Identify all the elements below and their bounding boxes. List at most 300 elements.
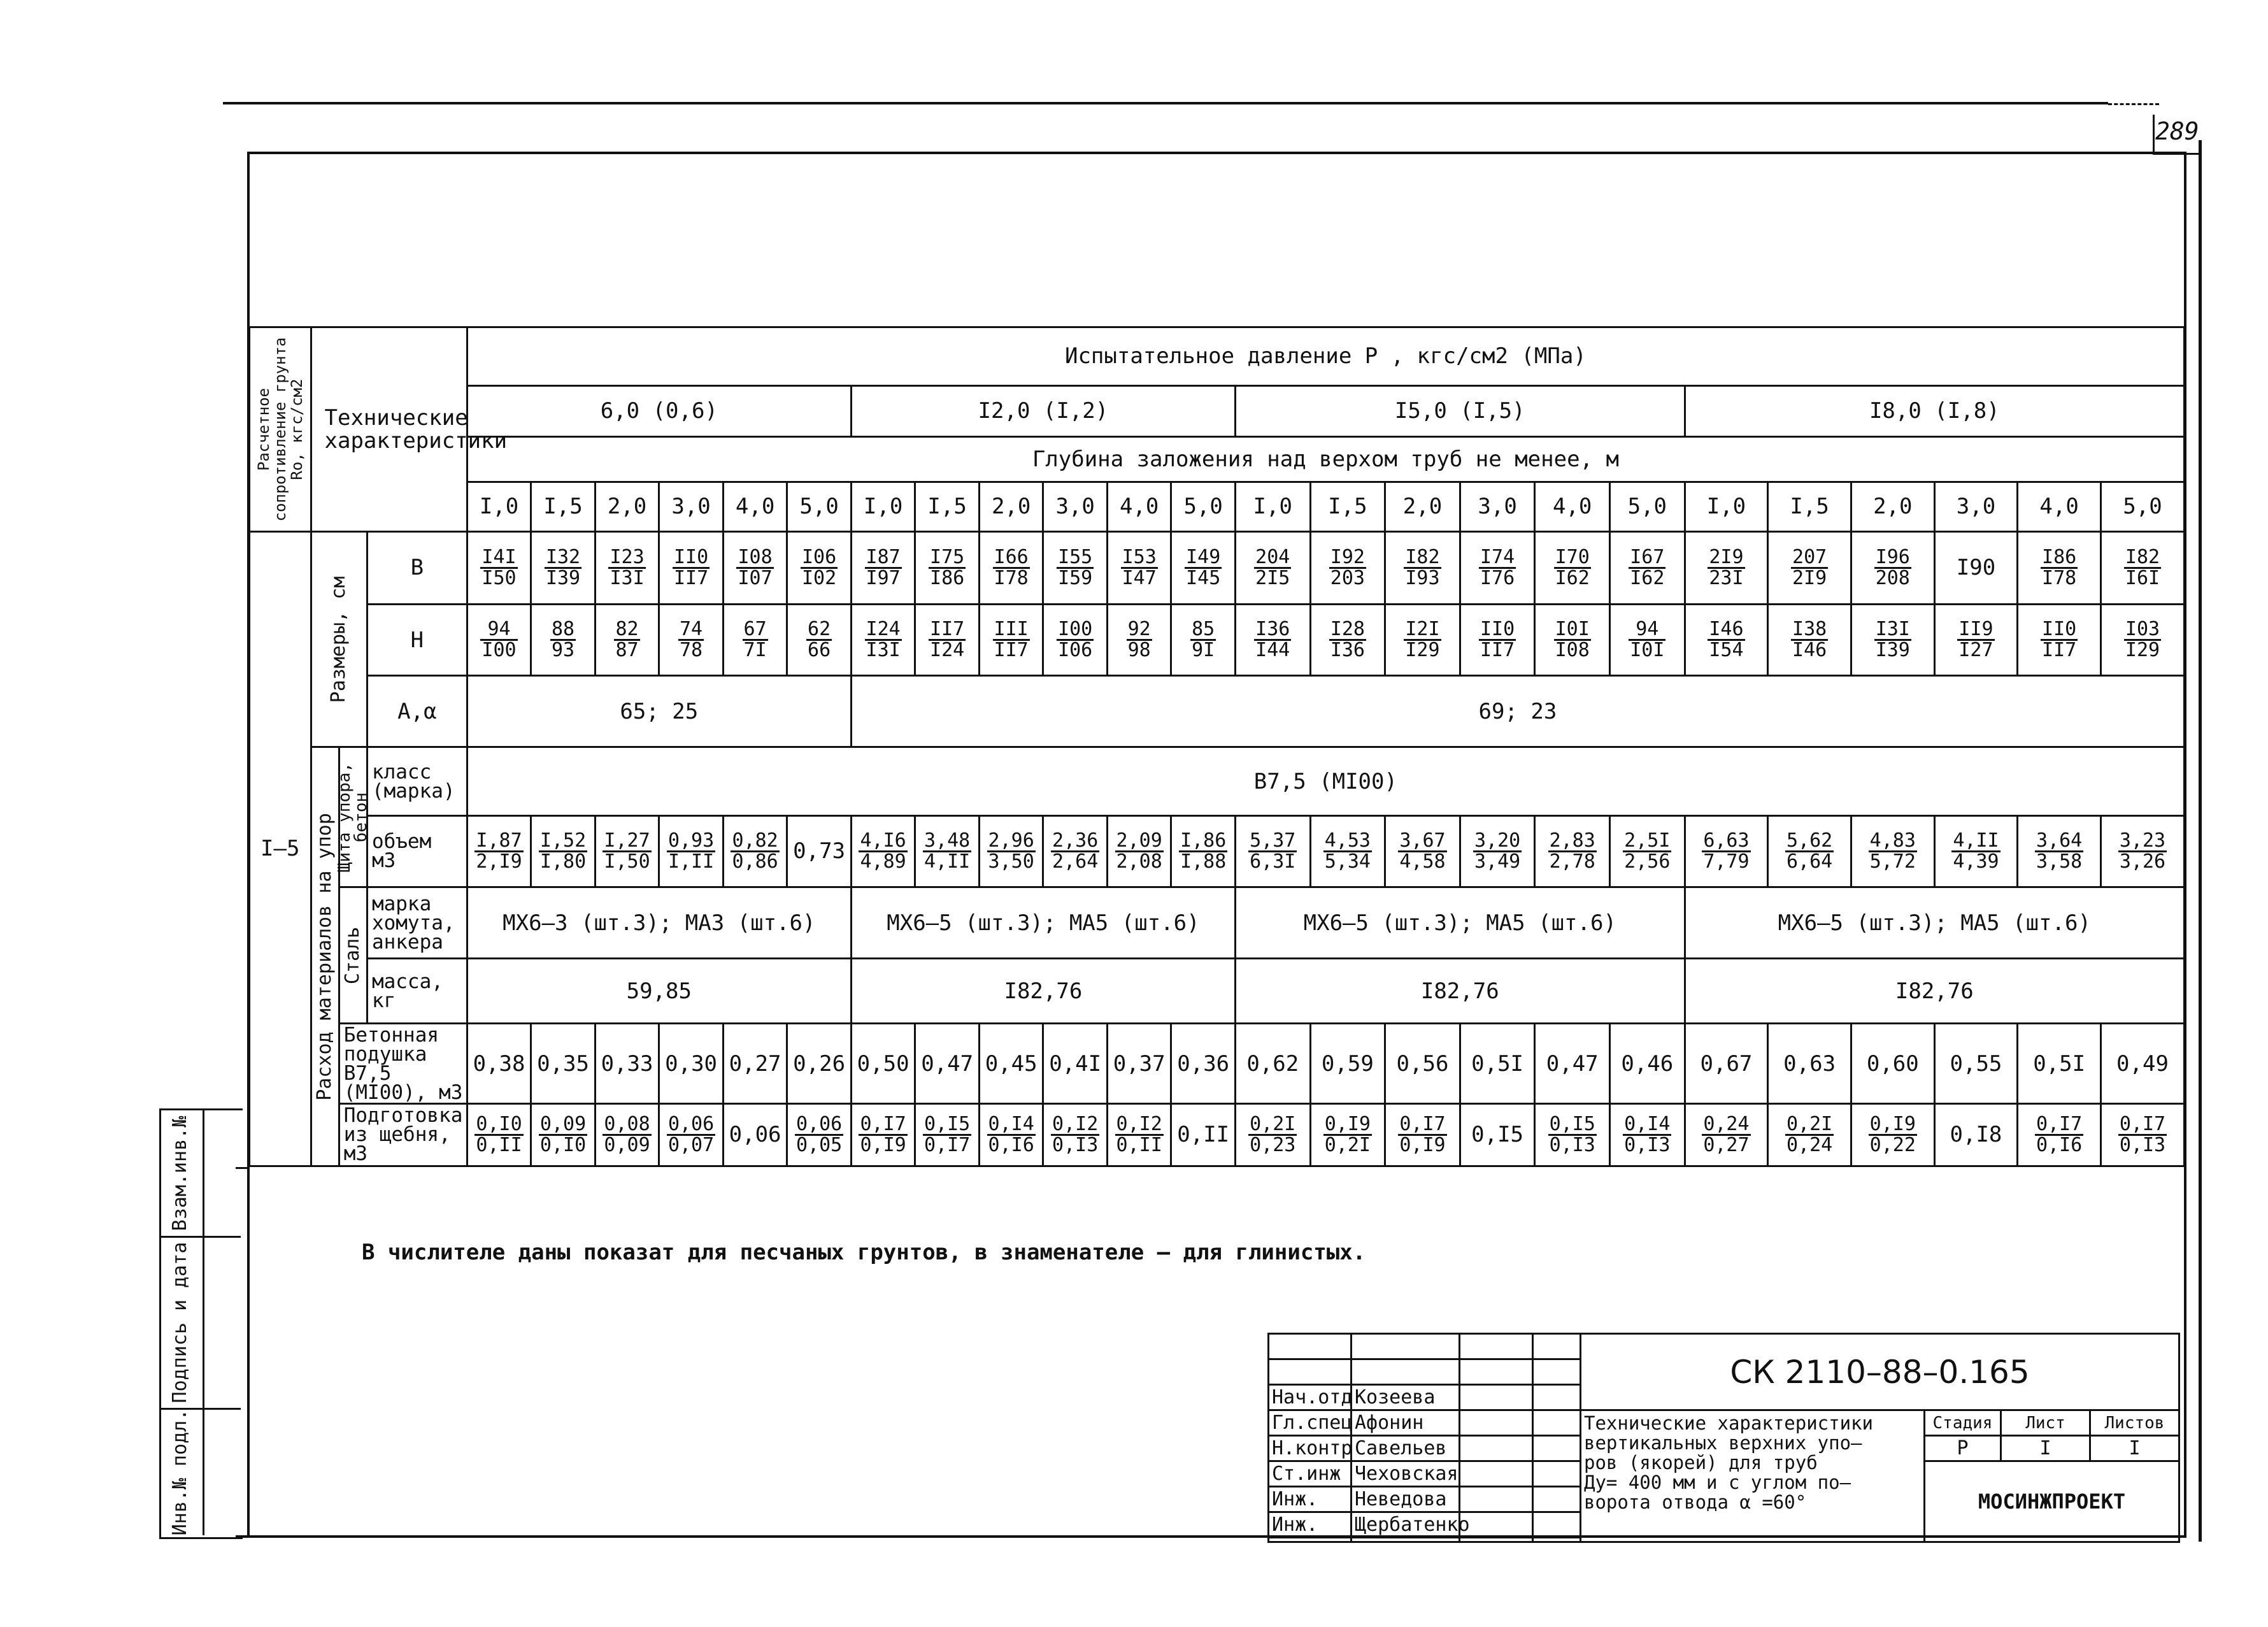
- denominator: I54: [1709, 639, 1744, 662]
- page-number: 289: [2155, 117, 2199, 145]
- numerator: 2,96: [988, 829, 1034, 852]
- pad-value-3: 0,33: [595, 1024, 659, 1104]
- sheets-value: I: [2090, 1436, 2179, 1461]
- pad-value-19: 0,67: [1685, 1024, 1768, 1104]
- denominator: I62: [1630, 566, 1665, 589]
- sign-3: [1460, 1461, 1533, 1487]
- volume-value-fraction: [1785, 831, 1834, 871]
- b-value-21: [1851, 531, 1934, 604]
- concrete-class-value: В7,5 (МI00): [467, 747, 2184, 815]
- h-value-13: [1235, 604, 1310, 675]
- h-value-fraction: [678, 620, 704, 660]
- volume-value-14: [1310, 815, 1385, 887]
- gravel-value-fraction: [1623, 1112, 1671, 1156]
- denominator: I,II: [667, 850, 715, 873]
- volume-value-fraction: [539, 831, 587, 871]
- b-value-fraction: [1404, 545, 1441, 589]
- steel-mass-value-1: 59,85: [467, 959, 851, 1024]
- h-value-10: [1043, 604, 1108, 675]
- denominator: I,80: [539, 850, 587, 873]
- stamp-blank-a3: [1460, 1334, 1533, 1359]
- denominator: I3I: [866, 639, 901, 662]
- h-value-fraction: [1554, 620, 1591, 660]
- depth-21: 2,0: [1851, 482, 1934, 531]
- stamp-blank-b1: [1269, 1359, 1352, 1385]
- h-value-fraction: [1190, 620, 1216, 660]
- numerator: 0,09: [539, 1112, 587, 1135]
- stamp-blank-z2: [1352, 1538, 1460, 1542]
- b-value-fraction: [865, 545, 902, 589]
- numerator: I2I: [1405, 618, 1440, 641]
- denominator: I78: [2042, 566, 2077, 589]
- denominator: I39: [1875, 639, 1910, 662]
- stamp-blank-b3: [1460, 1359, 1533, 1385]
- depth-11: 4,0: [1107, 482, 1171, 531]
- sign-5: [1460, 1512, 1533, 1538]
- h-value-fraction: [1629, 620, 1665, 660]
- numerator: II9: [1958, 618, 1993, 641]
- doc-title-line-4: Ду= 400 мм и с углом по–: [1584, 1472, 1851, 1494]
- concrete-volume-label: объем м3: [367, 815, 467, 887]
- gravel-value-fraction: [1051, 1112, 1099, 1156]
- denominator: 0,I6: [2036, 1133, 2083, 1156]
- denominator: II7: [2042, 639, 2077, 662]
- denominator: I46: [1792, 639, 1827, 662]
- h-value-9: [979, 604, 1043, 675]
- sign-4: [1460, 1487, 1533, 1512]
- pad-value-10: 0,4I: [1043, 1024, 1108, 1104]
- gravel-value-fraction: [2035, 1112, 2083, 1156]
- h-value-8: [915, 604, 980, 675]
- numerator: I,52: [539, 829, 587, 852]
- b-value-15: [1385, 531, 1460, 604]
- denominator: I,88: [1180, 850, 1227, 873]
- gravel-value-13: [1235, 1103, 1310, 1166]
- pad-value-8: 0,47: [915, 1024, 980, 1104]
- gravel-value-fraction: [859, 1112, 907, 1156]
- volume-value-fraction: [1115, 831, 1164, 871]
- pressure-group-3: I5,0 (I,5): [1235, 385, 1685, 436]
- denominator: 0,2I: [1324, 1133, 1371, 1156]
- h-value-18: [1610, 604, 1685, 675]
- depth-10: 3,0: [1043, 482, 1108, 531]
- gravel-value-23: [2018, 1103, 2101, 1166]
- denominator: 0,I9: [860, 1133, 906, 1156]
- numerator: 0,I4: [1624, 1112, 1671, 1135]
- b-value-13: [1235, 531, 1310, 604]
- h-value-23: [2018, 604, 2101, 675]
- numerator: 3,48: [924, 829, 971, 852]
- b-value-fraction: [1554, 545, 1591, 589]
- pad-value-23: 0,5I: [2018, 1024, 2101, 1104]
- note-text: В числителе даны показат для песчаных грунтов, в знаменателе – для глинистых.: [362, 1240, 1366, 1265]
- depth-23: 4,0: [2018, 482, 2101, 531]
- numerator: 0,08: [604, 1112, 650, 1135]
- denominator: I44: [1255, 639, 1290, 662]
- depth-14: I,5: [1310, 482, 1385, 531]
- denominator: I39: [545, 566, 581, 589]
- numerator: I3I: [1875, 618, 1910, 641]
- denominator: 2I9: [1792, 566, 1827, 589]
- numerator: 74: [680, 618, 703, 641]
- numerator: 0,93: [667, 829, 715, 852]
- numerator: 4,II: [1953, 829, 1999, 852]
- h-value-fraction: [1957, 620, 1994, 660]
- pad-value-22: 0,55: [1934, 1024, 2018, 1104]
- date-3: [1533, 1461, 1581, 1487]
- gravel-value-fraction: [1548, 1112, 1597, 1156]
- numerator: I00: [1058, 618, 1093, 641]
- steel-mark-value-2: МХ6–5 (шт.3); МА5 (шт.6): [851, 887, 1235, 958]
- pad-value-6: 0,26: [787, 1024, 852, 1104]
- gravel-value-fraction: [474, 1112, 523, 1156]
- steel-mass-value-2: I82,76: [851, 959, 1235, 1024]
- gravel-value-21: [1851, 1103, 1934, 1166]
- volume-value-16: [1460, 815, 1535, 887]
- sheet-label: Лист: [2001, 1410, 2090, 1436]
- denominator: 87: [615, 639, 639, 662]
- b-value-8: [915, 531, 980, 604]
- b-value-18: [1610, 531, 1685, 604]
- numerator: 92: [1127, 618, 1151, 641]
- volume-value-22: [1934, 815, 2018, 887]
- denominator: 98: [1127, 639, 1151, 662]
- row-steel-mark: [250, 887, 2185, 958]
- denominator: I97: [866, 566, 901, 589]
- denominator: 9I: [1192, 639, 1215, 662]
- h-value-15: [1385, 604, 1460, 675]
- gravel-value-7: [851, 1103, 915, 1166]
- b-value-fraction: [673, 545, 710, 589]
- denominator: 4,58: [1399, 850, 1446, 873]
- b-value-2: [531, 531, 596, 604]
- b-value-14: [1310, 531, 1385, 604]
- pad-value-20: 0,63: [1768, 1024, 1851, 1104]
- numerator: I87: [866, 545, 901, 568]
- depth-6: 5,0: [787, 482, 852, 531]
- h-value-1: [467, 604, 531, 675]
- steel-mass-value-3: I82,76: [1235, 959, 1685, 1024]
- denominator: 0,09: [604, 1133, 650, 1156]
- numerator: 85: [1192, 618, 1215, 641]
- stamp-blank-z3: [1460, 1538, 1533, 1542]
- h-value-fraction: [550, 620, 576, 660]
- gravel-value-8: [915, 1103, 980, 1166]
- gravel-value-4: [659, 1103, 724, 1166]
- numerator: 88: [551, 618, 575, 641]
- depth-4: 3,0: [659, 482, 724, 531]
- numerator: 0,2I: [1250, 1112, 1296, 1135]
- depth-5: 4,0: [723, 482, 787, 531]
- numerator: I53: [1122, 545, 1157, 568]
- name-1: Афонин: [1352, 1410, 1460, 1436]
- group-materials: Расход материалов на упор: [311, 747, 339, 1166]
- denominator: 0,II: [476, 1133, 522, 1156]
- h-value-fraction: [480, 620, 517, 660]
- numerator: I96: [1875, 545, 1910, 568]
- denominator: I76: [1480, 566, 1515, 589]
- denominator: 0,I3: [1052, 1133, 1099, 1156]
- gravel-value-fraction: [1785, 1112, 1834, 1156]
- gravel-value-24: [2100, 1103, 2184, 1166]
- depth-24: 5,0: [2100, 482, 2184, 531]
- denominator: I93: [1405, 566, 1440, 589]
- b-value-fraction: [1057, 545, 1094, 589]
- gravel-value-fraction: [2118, 1112, 2167, 1156]
- gravel-value-17: [1535, 1103, 1610, 1166]
- b-value-fraction: [480, 545, 517, 589]
- gravel-value-10: [1043, 1103, 1108, 1166]
- h-value-3: [595, 604, 659, 675]
- date-0: [1533, 1385, 1581, 1410]
- numerator: 0,24: [1703, 1112, 1750, 1135]
- denominator: 0,24: [1786, 1133, 1833, 1156]
- numerator: I92: [1330, 545, 1365, 568]
- numerator: I46: [1709, 618, 1744, 641]
- characteristics-table: [248, 326, 2185, 1167]
- denominator: I50: [481, 566, 517, 589]
- doc-title-line-5: ворота отвода α =60°: [1584, 1491, 1807, 1514]
- denominator: 2I5: [1255, 566, 1290, 589]
- denominator: 4,II: [924, 850, 971, 873]
- numerator: 4,53: [1324, 829, 1371, 852]
- pad-value-7: 0,50: [851, 1024, 915, 1104]
- left-strip-label-replace: Взам.инв.№: [169, 1115, 191, 1231]
- numerator: 0,I9: [1869, 1112, 1916, 1135]
- steel-mark-label: марка хомута, анкера: [367, 887, 467, 958]
- stamp-blank-z1: [1269, 1538, 1352, 1542]
- numerator: I,27: [604, 829, 650, 852]
- numerator: 94: [1629, 620, 1665, 641]
- stamp-blank-b4: [1533, 1359, 1581, 1385]
- stage-value: Р: [1925, 1436, 2001, 1461]
- numerator: 0,06: [795, 1112, 843, 1135]
- b-value-6: [787, 531, 852, 604]
- b-value-fraction: [1185, 545, 1222, 589]
- numerator: 0,I5: [924, 1112, 971, 1135]
- title-block: [1267, 1333, 2180, 1543]
- denominator: I59: [1058, 566, 1093, 589]
- sign-1: [1460, 1410, 1533, 1436]
- denominator: 93: [551, 639, 575, 662]
- name-5: Щербатенко: [1352, 1512, 1460, 1538]
- numerator: 0,I4: [988, 1112, 1034, 1135]
- row-h-label: Н: [367, 604, 467, 675]
- volume-value-18: [1610, 815, 1685, 887]
- denominator: II7: [673, 566, 709, 589]
- volume-value-17: [1535, 815, 1610, 887]
- b-value-3: [595, 531, 659, 604]
- b-value-5: [723, 531, 787, 604]
- left-strip-divider-v: [203, 1108, 204, 1535]
- h-value-19: [1685, 604, 1768, 675]
- volume-value-19: [1685, 815, 1768, 887]
- h-value-fraction: [1057, 620, 1094, 660]
- depth-16: 3,0: [1460, 482, 1535, 531]
- numerator: III: [994, 618, 1029, 641]
- steel-mark-value-4: МХ6–5 (шт.3); МА5 (шт.6): [1685, 887, 2184, 958]
- b-value-fraction: [2124, 545, 2161, 589]
- depth-1: I,0: [467, 482, 531, 531]
- b-value-4: [659, 531, 724, 604]
- h-value-fraction: [2124, 620, 2161, 660]
- denominator: 3,26: [2119, 850, 2166, 873]
- numerator: I74: [1480, 545, 1515, 568]
- gravel-value-6: [787, 1103, 852, 1166]
- pad-value-13: 0,62: [1235, 1024, 1310, 1104]
- h-value-fraction: [1708, 620, 1744, 660]
- gravel-value-5: 0,06: [723, 1103, 787, 1166]
- b-value-11: [1107, 531, 1171, 604]
- numerator: I4I: [481, 545, 517, 568]
- numerator: I28: [1330, 618, 1365, 641]
- volume-value-fraction: [474, 831, 523, 871]
- numerator: 4,83: [1869, 829, 1916, 852]
- volume-value-fraction: [1473, 831, 1522, 871]
- denominator: 0,05: [795, 1133, 843, 1156]
- pad-value-4: 0,30: [659, 1024, 724, 1104]
- h-value-17: [1535, 604, 1610, 675]
- denominator: 66: [808, 639, 831, 662]
- denominator: I3I: [610, 566, 645, 589]
- pad-value-15: 0,56: [1385, 1024, 1460, 1104]
- gravel-value-11: [1107, 1103, 1171, 1166]
- b-value-20: [1768, 531, 1851, 604]
- volume-value-fraction: [731, 831, 779, 871]
- name-2: Савельев: [1352, 1436, 1460, 1461]
- volume-value-fraction: [1179, 831, 1227, 871]
- denominator: 0,I7: [924, 1133, 971, 1156]
- numerator: I23: [610, 545, 645, 568]
- depth-3: 2,0: [595, 482, 659, 531]
- numerator: 0,I0: [476, 1112, 522, 1135]
- gravel-value-fraction: [1702, 1112, 1750, 1156]
- denominator: 4,89: [860, 850, 906, 873]
- denominator: I47: [1122, 566, 1157, 589]
- pad-value-14: 0,59: [1310, 1024, 1385, 1104]
- denominator: 2,I9: [476, 850, 522, 873]
- h-value-fraction: [1791, 620, 1828, 660]
- denominator: II7: [1480, 639, 1515, 662]
- numerator: 0,I7: [1399, 1112, 1446, 1135]
- row-gravel: [250, 1103, 2185, 1166]
- b-value-fraction: [929, 545, 966, 589]
- denominator: I86: [930, 566, 965, 589]
- denominator: 0,22: [1869, 1133, 1916, 1156]
- gravel-value-22: 0,I8: [1934, 1103, 2018, 1166]
- volume-value-9: [979, 815, 1043, 887]
- numerator: 5,62: [1786, 829, 1833, 852]
- volume-value-fraction: [859, 831, 907, 871]
- depth-2: I,5: [531, 482, 596, 531]
- row-concrete-class: [250, 747, 2185, 815]
- role-4: Инж.: [1269, 1487, 1352, 1512]
- numerator: II0: [673, 545, 709, 568]
- b-value-1: [467, 531, 531, 604]
- denominator: 2,78: [1549, 850, 1595, 873]
- numerator: 204: [1255, 545, 1290, 568]
- numerator: 67: [743, 618, 767, 641]
- h-value-fraction: [1329, 620, 1366, 660]
- sign-2: [1460, 1436, 1533, 1461]
- depth-20: I,5: [1768, 482, 1851, 531]
- h-value-fraction: [865, 620, 902, 660]
- numerator: I67: [1630, 545, 1665, 568]
- numerator: 0,82: [732, 829, 778, 852]
- volume-value-fraction: [987, 831, 1036, 871]
- denominator: 203: [1330, 566, 1365, 589]
- numerator: I49: [1186, 545, 1221, 568]
- name-4: Неведова: [1352, 1487, 1460, 1512]
- volume-value-fraction: [1951, 831, 2000, 871]
- row-steel-mass: [250, 959, 2185, 1024]
- denominator: 0,I3: [1624, 1133, 1671, 1156]
- h-value-fraction: [1479, 620, 1516, 660]
- denominator: 0,I3: [2119, 1133, 2166, 1156]
- gravel-value-fraction: [1115, 1112, 1164, 1156]
- depth-7: I,0: [851, 482, 915, 531]
- pad-value-17: 0,47: [1535, 1024, 1610, 1104]
- denominator: I08: [1555, 639, 1590, 662]
- denominator: I07: [738, 566, 773, 589]
- numerator: I70: [1555, 545, 1590, 568]
- denominator: I27: [1958, 639, 1993, 662]
- gravel-value-fraction: [1869, 1112, 1917, 1156]
- b-value-fraction: [1329, 545, 1366, 589]
- numerator: I66: [994, 545, 1029, 568]
- h-value-fraction: [929, 620, 966, 660]
- depth-8: I,5: [915, 482, 980, 531]
- depth-17: 4,0: [1535, 482, 1610, 531]
- denominator: 0,27: [1703, 1133, 1750, 1156]
- volume-value-fraction: [1869, 831, 1917, 871]
- numerator: 0,2I: [1786, 1112, 1833, 1135]
- steel-mark-value-1: МХ6–3 (шт.3); МА3 (шт.6): [467, 887, 851, 958]
- gravel-value-12: 0,II: [1171, 1103, 1236, 1166]
- pad-value-1: 0,38: [467, 1024, 531, 1104]
- numerator: I08: [738, 545, 773, 568]
- gravel-value-fraction: [1248, 1112, 1297, 1156]
- volume-value-1: [467, 815, 531, 887]
- numerator: 3,67: [1399, 829, 1446, 852]
- h-value-fraction: [1254, 620, 1291, 660]
- numerator: II7: [930, 618, 965, 641]
- gravel-value-fraction: [667, 1112, 715, 1156]
- h-value-21: [1851, 604, 1934, 675]
- gravel-value-fraction: [1398, 1112, 1446, 1156]
- numerator: I75: [930, 545, 965, 568]
- name-0: Козеева: [1352, 1385, 1460, 1410]
- volume-value-fraction: [667, 831, 715, 871]
- denominator: I,50: [604, 850, 650, 873]
- denominator: 0,I3: [1549, 1133, 1595, 1156]
- numerator: 3,23: [2119, 829, 2166, 852]
- gravel-value-1: [467, 1103, 531, 1166]
- gravel-value-fraction: [795, 1112, 843, 1156]
- denominator: 7I: [743, 639, 767, 662]
- numerator: 0,I2: [1052, 1112, 1099, 1135]
- b-value-fraction: [608, 545, 645, 589]
- inner-frame-top: [248, 152, 2185, 154]
- volume-value-7: [851, 815, 915, 887]
- numerator: 2,83: [1549, 829, 1595, 852]
- role-2: Н.контр: [1269, 1436, 1352, 1461]
- left-strip-label-sign: Подпись и дата: [169, 1242, 191, 1403]
- numerator: I38: [1792, 618, 1827, 641]
- concrete-pad-label: Бетонная подушка В7,5 (МI00), м3: [339, 1024, 467, 1104]
- depth-19: I,0: [1685, 482, 1768, 531]
- numerator: 6,63: [1703, 829, 1750, 852]
